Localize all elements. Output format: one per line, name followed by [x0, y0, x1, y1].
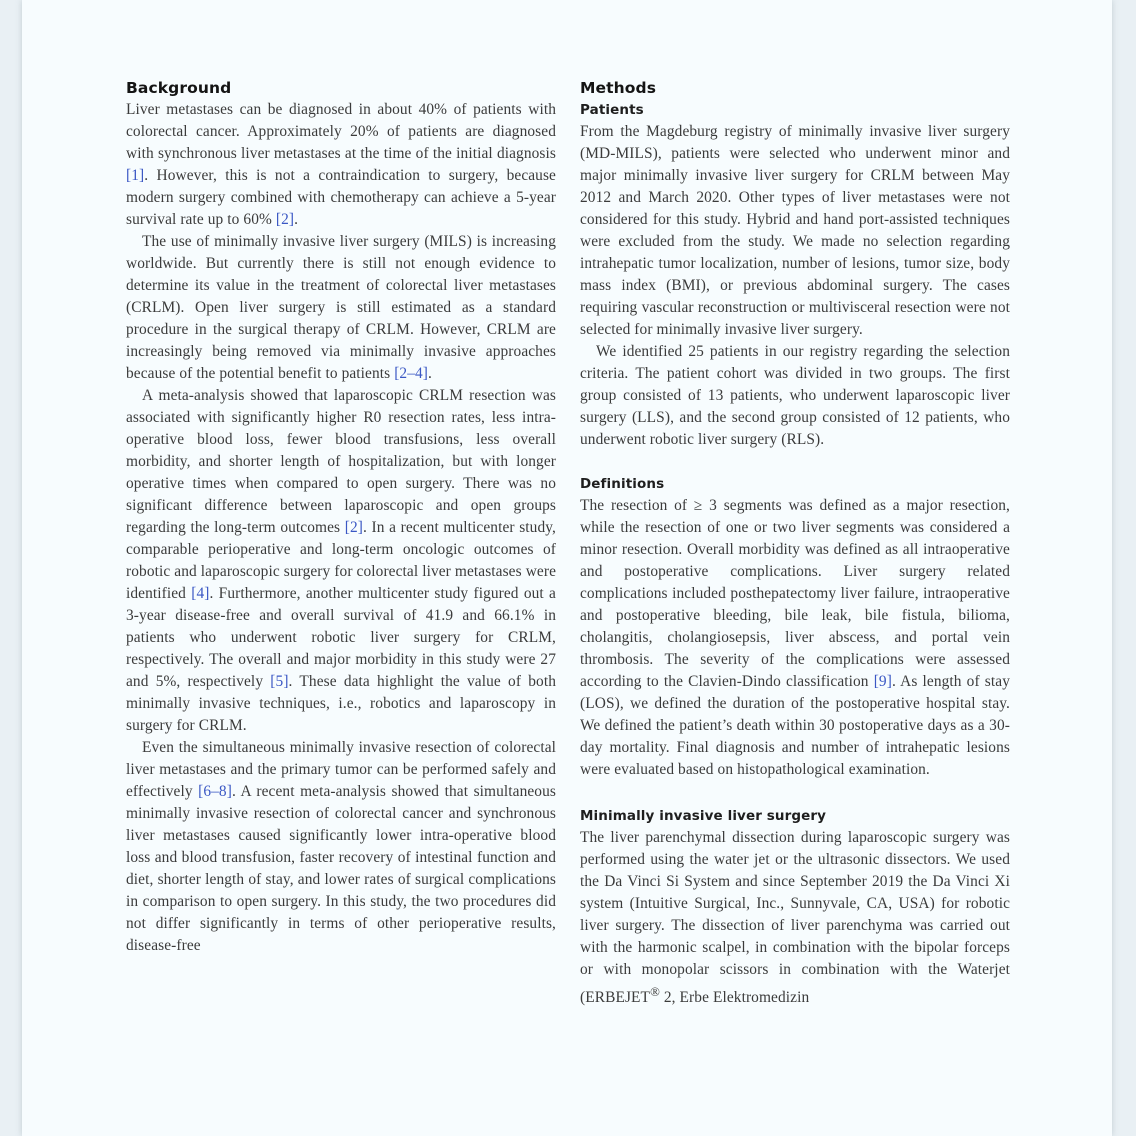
right-column — [580, 77, 1010, 1009]
citation-link[interactable]: [2] — [344, 519, 363, 536]
paragraph-background-4: Even the simultaneous minimally invasive resection of colorectal liver metastases and the primary tumor can be performed safely and effectively [6–8]. A recent meta-analysis showed that simultaneous minimally invasive resection of colorectal cancer and synchronous liver metastases caused significantly lower intra-operative blood loss and blood transfusion, faster recovery of intestinal function and diet, shorter length of stay, and lower rates of surgical complications in comparison to open surgery. In this study, the two procedures did not differ significantly in terms of other perioperative results, disease-free — [126, 739, 556, 954]
section-spacer — [580, 781, 1010, 805]
citation-link[interactable]: [4] — [191, 585, 210, 602]
citation-link[interactable]: [2–4] — [394, 365, 429, 382]
subsection-heading-definitions: Definitions — [580, 476, 665, 492]
paragraph-background-1: Liver metastases can be diagnosed in about 40% of patients with colorectal cancer. Approximately 20% of patients are diagnosed with synchronous liver metastases at the time of the initial diagnosis [1]. However, this is not a contraindication to surgery, because modern surgery combined with chemotherapy can achieve a 5-year survival rate up to 60% [2]. — [126, 101, 556, 228]
paragraph-patients-2: We identified 25 patients in our registry regarding the selection criteria. The patient cohort was divided in two groups. The first group consisted of 13 patients, who underwent laparoscopic liver surgery (LLS), and the second group consisted of 12 patients, who underwent robotic liver surgery (RLS). — [580, 343, 1010, 448]
section-spacer — [580, 451, 1010, 473]
left-column — [126, 77, 556, 957]
subsection-heading-patients: Patients — [580, 102, 644, 118]
citation-link[interactable]: [2] — [275, 211, 295, 228]
subsection-heading-mils: Minimally invasive liver surgery — [580, 808, 827, 824]
registered-mark: ® — [650, 985, 660, 999]
paper-page — [22, 0, 1112, 1136]
citation-link[interactable]: [1] — [126, 167, 145, 184]
paragraph-mils: The liver parenchymal dissection during laparoscopic surgery was performed using the water jet or the ultrasonic dissectors. We used the Da Vinci Si System and since September 2019 the Da Vinci Xi system (Intuitive Surgical, Inc., Sunnyvale, CA, USA) for robotic liver surgery. The dissection of liver parenchyma was carried out with the harmonic scalpel, in combination with the bipolar forceps or with monopolar scissors in combination with the Waterjet (ERBEJET® 2, Erbe Elektromedizin — [580, 829, 1010, 1007]
citation-link[interactable]: [9] — [873, 673, 892, 690]
citation-link[interactable]: [6–8] — [198, 783, 232, 800]
section-heading-methods: Methods — [580, 79, 657, 97]
citation-link[interactable]: [5] — [270, 673, 289, 690]
paragraph-patients-1: From the Magdeburg registry of minimally invasive liver surgery (MD-MILS), patients were selected who underwent minor and major minimally invasive liver surgery for CRLM between May 2012 and March 2020. Other types of liver metastases were not considered for this study. Hybrid and hand port-assisted techniques were excluded from the study. We made no selection regarding intrahepatic tumor localization, number of lesions, tumor size, body mass index (BMI), or previous abdominal surgery. The cases requiring vascular reconstruction or multivisceral resection were not selected for minimally invasive liver surgery. — [580, 123, 1010, 338]
paragraph-background-2: The use of minimally invasive liver surgery (MILS) is increasing worldwide. But currently there is still not enough evidence to determine its value in the treatment of colorectal liver metastases (CRLM). Open liver surgery is still estimated as a standard procedure in the surgical therapy of CRLM. However, CRLM are increasingly being removed via minimally invasive approaches because of the potential benefit to patients [2–4]. — [126, 233, 556, 382]
paragraph-definitions: The resection of ≥ 3 segments was defined as a major resection, while the resection of one or two liver segments was considered a minor resection. Overall morbidity was defined as all intraoperative and postoperative complications. Liver surgery related complications included posthepatectomy liver failure, intraoperative and postoperative bleeding, bile leak, bile fistula, bilioma, cholangitis, cholangiosepsis, liver abscess, and portal vein thrombosis. The severity of the complications were assessed according to the Clavien-Dindo classification [9]. As length of stay (LOS), we defined the duration of the postoperative hospital stay. We defined the patient’s death within 30 postoperative days as a 30-day mortality. Final diagnosis and number of intrahepatic lesions were evaluated based on histopathological examination. — [580, 497, 1010, 778]
paragraph-background-3: A meta-analysis showed that laparoscopic CRLM resection was associated with significantly higher R0 resection rates, less intra-operative blood loss, fewer blood transfusions, less overall morbidity, and shorter length of hospitalization, but with longer operative times when compared to open surgery. There was no significant difference between laparoscopic and open groups regarding the long-term outcomes [2]. In a recent multicenter study, comparable perioperative and long-term oncologic outcomes of robotic and laparoscopic surgery for colorectal liver metastases were identified [4]. Furthermore, another multicenter study figured out a 3-year disease-free and overall survival of 41.9 and 66.1% in patients who underwent robotic liver surgery for CRLM, respectively. The overall and major morbidity in this study were 27 and 5%, respectively [5]. These data highlight the value of both minimally invasive techniques, i.e., robotics and laparoscopy in surgery for CRLM. — [126, 387, 556, 734]
section-heading-background: Background — [126, 79, 232, 97]
